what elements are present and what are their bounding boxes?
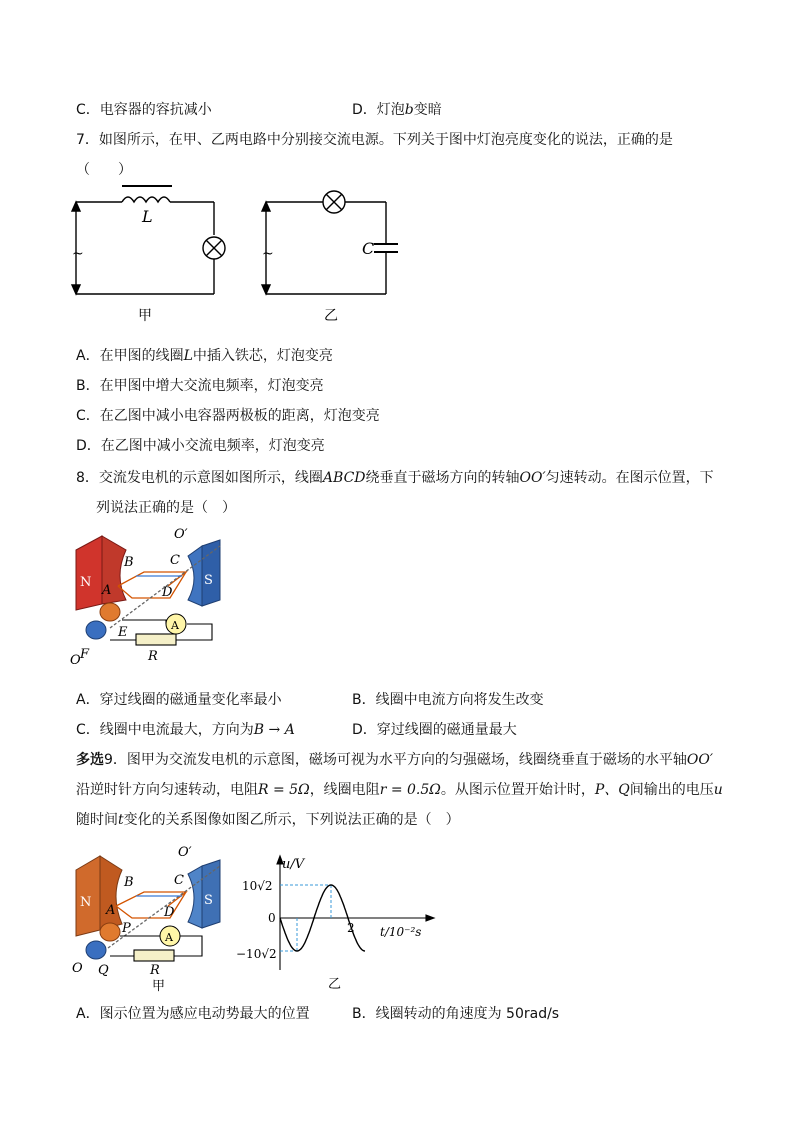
q8-generator-figure: [70, 528, 240, 666]
inductor-label: L: [142, 207, 153, 226]
ytick-bottom: −10√2: [236, 947, 277, 961]
svg-text:R: R: [150, 963, 160, 978]
caption-jia: 甲: [138, 308, 152, 324]
ac-source-yi: ~: [262, 246, 274, 262]
q9-stem-line3: 随时间t变化的关系图像如图乙所示，下列说法正确的是（ ）: [76, 812, 460, 828]
x-axis-label: t/10⁻²s: [380, 925, 422, 939]
q7-option-a: A．在甲图的线圈L中插入铁芯，灯泡变亮: [76, 348, 333, 364]
svg-text:B: B: [124, 875, 134, 890]
ytick-zero: 0: [268, 911, 276, 925]
caption-yi-q9: 乙: [328, 977, 342, 992]
ammeter-label: A: [171, 619, 179, 632]
svg-text:F: F: [80, 647, 90, 662]
q7-stem: 7．如图所示，在甲、乙两电路中分别接交流电源。下列关于图中灯泡亮度变化的说法，正确的是: [76, 132, 673, 148]
q9-option-a: A．图示位置为感应电动势最大的位置: [76, 1006, 310, 1022]
svg-text:B: B: [124, 555, 134, 570]
pole-s-label: S: [204, 573, 213, 588]
y-axis-label: u/V: [282, 857, 305, 872]
pole-n-label: N: [80, 575, 92, 590]
svg-text:C: C: [174, 873, 184, 888]
svg-text:D: D: [162, 585, 173, 600]
q8-option-c: C．线圈中电流最大，方向为B → A: [76, 722, 295, 738]
svg-text:D: D: [164, 905, 175, 920]
ac-source-jia: ~: [72, 246, 84, 262]
svg-text:S: S: [204, 893, 213, 908]
caption-yi: 乙: [324, 308, 338, 324]
q9-multi-tag: 多选: [76, 752, 104, 768]
svg-text:O: O: [70, 653, 81, 666]
q7-option-b: B．在甲图中增大交流电频率，灯泡变亮: [76, 378, 324, 394]
q8-stem-line1: 8．交流发电机的示意图如图所示，线圈ABCD绕垂直于磁场方向的转轴OO′匀速转动。在图示位置，下: [76, 470, 714, 486]
caption-jia-q9: 甲: [152, 979, 166, 992]
svg-text:O′: O′: [178, 846, 192, 860]
xtick-2: 2: [347, 921, 355, 935]
svg-text:O′: O′: [174, 528, 188, 542]
capacitor-label: C: [362, 239, 375, 258]
q8-stem-line2: 列说法正确的是（ ）: [96, 500, 236, 516]
q9-generator-figure: [70, 846, 240, 992]
q7-option-d: D．在乙图中减小交流电频率，灯泡变亮: [76, 438, 325, 454]
q6-option-d: D．灯泡b变暗: [352, 102, 442, 118]
svg-text:R: R: [148, 649, 158, 664]
q7-answer-paren: （ ）: [76, 162, 132, 178]
inductor-coil: [122, 197, 170, 202]
svg-text:E: E: [118, 625, 128, 640]
q9-ut-graph: [230, 852, 450, 992]
q8-option-d: D．穿过线圈的磁通量最大: [352, 722, 517, 738]
svg-text:A: A: [106, 903, 116, 918]
q7-figures: [60, 178, 420, 328]
q9-option-b: B．线圈转动的角速度为 50rad/s: [352, 1006, 560, 1022]
svg-text:Q: Q: [98, 963, 109, 978]
circuit-jia: [72, 186, 225, 294]
svg-text:P: P: [122, 921, 131, 936]
q8-option-a: A．穿过线圈的磁通量变化率最小: [76, 692, 282, 708]
q7-option-c: C．在乙图中减小电容器两极板的距离，灯泡变亮: [76, 408, 380, 424]
svg-text:C: C: [170, 553, 180, 568]
q9-stem-line2: 沿逆时针方向匀速转动，电阻R = 5Ω，线圈电阻r = 0.5Ω。从图示位置开始计时，P、Q间输出的电压u: [76, 782, 723, 798]
svg-text:N: N: [80, 895, 92, 910]
q9-stem-line1: 多选9．图甲为交流发电机的示意图，磁场可视为水平方向的匀强磁场，线圈绕垂直于磁场的水平轴OO′: [76, 752, 714, 768]
svg-text:O: O: [72, 961, 83, 976]
ytick-top: 10√2: [242, 879, 273, 893]
svg-text:A: A: [165, 931, 173, 944]
circuit-yi: [262, 191, 398, 294]
q6-option-c: C．电容器的容抗减小: [76, 102, 212, 118]
q8-option-b: B．线圈中电流方向将发生改变: [352, 692, 544, 708]
svg-text:A: A: [102, 583, 112, 598]
